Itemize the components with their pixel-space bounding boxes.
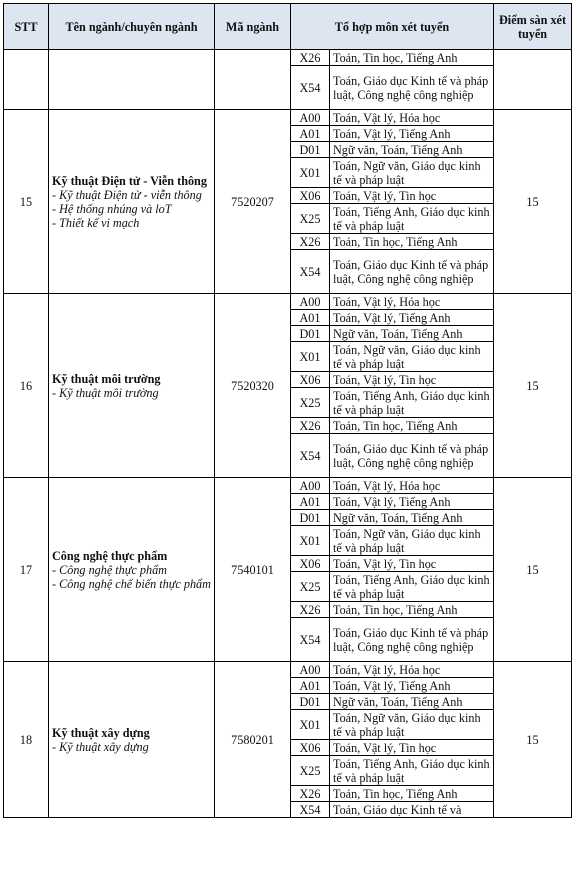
combo-code-cell: X25	[291, 756, 330, 786]
combo-code-cell: X54	[291, 250, 330, 294]
header-combos: Tổ hợp môn xét tuyển	[291, 4, 494, 50]
table-header	[4, 4, 572, 50]
combo-code-cell: X54	[291, 618, 330, 662]
combo-subjects-cell: Ngữ văn, Toán, Tiếng Anh	[330, 510, 494, 526]
combo-subjects-cell: Ngữ văn, Toán, Tiếng Anh	[330, 694, 494, 710]
combo-subjects-cell: Toán, Vật lý, Tin học	[330, 188, 494, 204]
combo-subjects-cell: Toán, Tiếng Anh, Giáo dục kinh tế và pháp luật	[330, 756, 494, 786]
combo-code-cell: X01	[291, 158, 330, 188]
code-cell	[215, 50, 291, 110]
combo-subjects-cell: Toán, Tiếng Anh, Giáo dục kinh tế và pháp luật	[330, 572, 494, 602]
major-code-cell: 7520207	[215, 110, 291, 294]
header-stt: STT	[4, 4, 49, 50]
combo-code-cell: X54	[291, 66, 330, 110]
table-row	[4, 110, 572, 126]
score-cell	[494, 50, 572, 110]
major-cell	[49, 50, 215, 110]
score-cell: 15	[494, 110, 572, 294]
header-row	[4, 4, 572, 50]
table-body	[4, 50, 572, 818]
combo-code-cell: D01	[291, 694, 330, 710]
combo-subjects-cell: Toán, Vật lý, Hóa học	[330, 662, 494, 678]
combo-code-cell: X26	[291, 786, 330, 802]
table-row	[4, 50, 572, 66]
specialization-item: - Công nghệ thực phẩm	[52, 562, 167, 577]
specialization-item: - Kỹ thuật xây dựng	[52, 739, 149, 754]
combo-subjects-cell: Toán, Tiếng Anh, Giáo dục kinh tế và pháp luật	[330, 204, 494, 234]
major-cell	[49, 110, 215, 294]
combo-subjects-cell: Toán, Vật lý, Tiếng Anh	[330, 126, 494, 142]
table-row	[4, 478, 572, 494]
major-name: Kỹ thuật Điện tử - Viễn thông	[52, 173, 207, 188]
combo-code-cell: X01	[291, 342, 330, 372]
combo-code-cell: X06	[291, 372, 330, 388]
specialization-item: - Hệ thống nhúng và loT	[52, 201, 172, 216]
combo-code-cell: X06	[291, 556, 330, 572]
combo-code-cell: A01	[291, 126, 330, 142]
major-code-cell: 7580201	[215, 662, 291, 818]
combo-subjects-cell: Toán, Vật lý, Tin học	[330, 372, 494, 388]
combo-subjects-cell: Toán, Tin học, Tiếng Anh	[330, 50, 494, 66]
stt-cell: 18	[4, 662, 49, 818]
combo-subjects-cell: Toán, Giáo dục Kinh tế và pháp luật, Công nghệ công nghiệp	[330, 250, 494, 294]
combo-code-cell: D01	[291, 326, 330, 342]
combo-subjects-cell: Toán, Giáo dục Kinh tế và pháp luật, Công nghệ công nghiệp	[330, 434, 494, 478]
combo-subjects-cell: Ngữ văn, Toán, Tiếng Anh	[330, 142, 494, 158]
combo-subjects-cell: Toán, Giáo dục Kinh tế và	[330, 802, 494, 818]
major-name: Kỹ thuật xây dựng	[52, 725, 150, 740]
combo-code-cell: A00	[291, 110, 330, 126]
combo-subjects-cell: Toán, Giáo dục Kinh tế và pháp luật, Công nghệ công nghiệp	[330, 618, 494, 662]
stt-cell: 17	[4, 478, 49, 662]
combo-subjects-cell: Toán, Tiếng Anh, Giáo dục kinh tế và pháp luật	[330, 388, 494, 418]
combo-code-cell: D01	[291, 510, 330, 526]
stt-cell	[4, 50, 49, 110]
specialization-item: - Kỹ thuật môi trường	[52, 385, 159, 400]
combo-code-cell: X06	[291, 188, 330, 204]
combo-code-cell: X01	[291, 710, 330, 740]
combo-subjects-cell: Toán, Tin học, Tiếng Anh	[330, 786, 494, 802]
table-row	[4, 662, 572, 678]
combo-subjects-cell: Toán, Tin học, Tiếng Anh	[330, 602, 494, 618]
stt-cell: 15	[4, 110, 49, 294]
combo-subjects-cell: Toán, Vật lý, Hóa học	[330, 478, 494, 494]
header-code: Mã ngành	[215, 4, 291, 50]
combo-subjects-cell: Toán, Vật lý, Hóa học	[330, 110, 494, 126]
major-code-cell: 7520320	[215, 294, 291, 478]
combo-code-cell: A01	[291, 310, 330, 326]
combo-subjects-cell: Toán, Ngữ văn, Giáo dục kinh tế và pháp luật	[330, 526, 494, 556]
major-cell	[49, 294, 215, 478]
specialization-item: - Thiết kế vi mạch	[52, 215, 140, 230]
combo-subjects-cell: Toán, Vật lý, Tiếng Anh	[330, 310, 494, 326]
combo-subjects-cell: Toán, Tin học, Tiếng Anh	[330, 418, 494, 434]
combo-code-cell: X26	[291, 50, 330, 66]
score-cell: 15	[494, 478, 572, 662]
combo-subjects-cell: Toán, Vật lý, Tiếng Anh	[330, 494, 494, 510]
major-cell	[49, 662, 215, 818]
combo-code-cell: A00	[291, 294, 330, 310]
combo-subjects-cell: Toán, Ngữ văn, Giáo dục kinh tế và pháp luật	[330, 710, 494, 740]
score-cell: 15	[494, 662, 572, 818]
score-cell: 15	[494, 294, 572, 478]
combo-code-cell: X25	[291, 204, 330, 234]
combo-subjects-cell: Toán, Vật lý, Tin học	[330, 740, 494, 756]
combo-code-cell: X26	[291, 418, 330, 434]
combo-subjects-cell: Ngữ văn, Toán, Tiếng Anh	[330, 326, 494, 342]
combo-code-cell: X25	[291, 388, 330, 418]
combo-code-cell: X26	[291, 602, 330, 618]
combo-code-cell: D01	[291, 142, 330, 158]
combo-code-cell: X54	[291, 802, 330, 818]
combo-subjects-cell: Toán, Ngữ văn, Giáo dục kinh tế và pháp luật	[330, 158, 494, 188]
combo-subjects-cell: Toán, Vật lý, Hóa học	[330, 294, 494, 310]
combo-code-cell: A01	[291, 494, 330, 510]
table-row	[4, 294, 572, 310]
combo-subjects-cell: Toán, Vật lý, Tiếng Anh	[330, 678, 494, 694]
combo-subjects-cell: Toán, Giáo dục Kinh tế và pháp luật, Công nghệ công nghiệp	[330, 66, 494, 110]
combo-subjects-cell: Toán, Tin học, Tiếng Anh	[330, 234, 494, 250]
combo-subjects-cell: Toán, Ngữ văn, Giáo dục kinh tế và pháp luật	[330, 342, 494, 372]
specialization-item: - Kỹ thuật Điện tử - viễn thông	[52, 187, 202, 202]
major-name: Kỹ thuật môi trường	[52, 371, 161, 386]
combo-code-cell: X54	[291, 434, 330, 478]
major-code-cell: 7540101	[215, 478, 291, 662]
combo-code-cell: X26	[291, 234, 330, 250]
header-major: Tên ngành/chuyên ngành	[49, 4, 215, 50]
combo-code-cell: A01	[291, 678, 330, 694]
admissions-table	[3, 3, 572, 818]
combo-code-cell: X01	[291, 526, 330, 556]
combo-subjects-cell: Toán, Vật lý, Tin học	[330, 556, 494, 572]
major-cell	[49, 478, 215, 662]
header-score: Điểm sàn xét tuyển	[494, 4, 572, 50]
stt-cell: 16	[4, 294, 49, 478]
specialization-item: - Công nghệ chế biến thực phẩm	[52, 576, 211, 591]
combo-code-cell: A00	[291, 478, 330, 494]
combo-code-cell: X25	[291, 572, 330, 602]
combo-code-cell: X06	[291, 740, 330, 756]
combo-code-cell: A00	[291, 662, 330, 678]
major-name: Công nghệ thực phẩm	[52, 548, 168, 563]
